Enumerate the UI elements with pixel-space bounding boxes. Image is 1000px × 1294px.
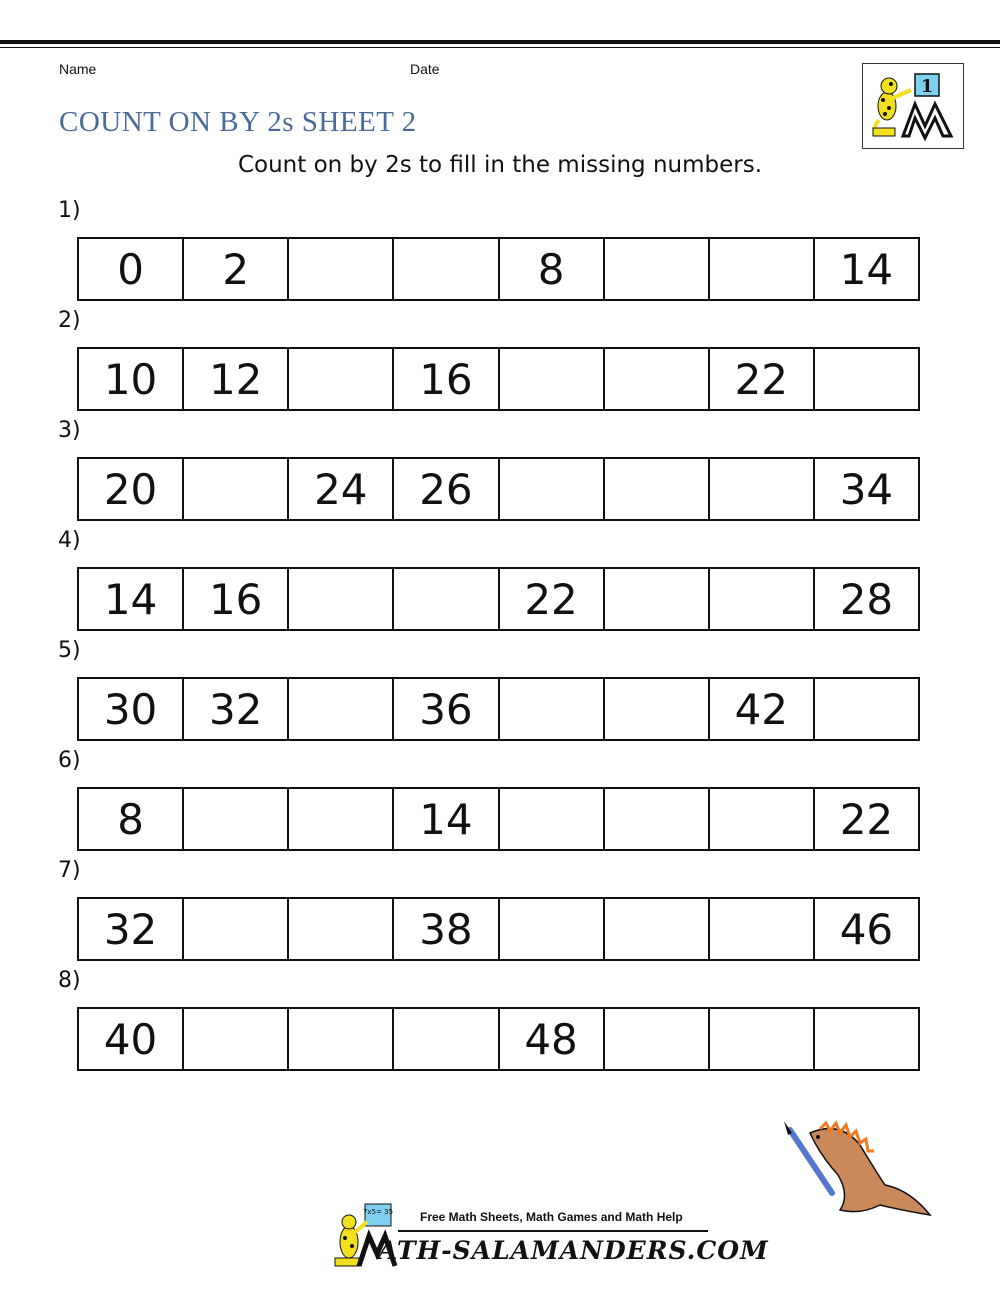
number-cell: 8 <box>500 239 605 299</box>
instructions: Count on by 2s to fill in the missing numbers. <box>237 152 763 178</box>
footer-tagline: Free Math Sheets, Math Games and Math Help <box>420 1210 683 1224</box>
number-cell: 32 <box>184 679 289 739</box>
blank-answer-cell[interactable] <box>289 789 394 849</box>
number-cell: 32 <box>79 899 184 959</box>
blank-answer-cell[interactable] <box>500 789 605 849</box>
blank-answer-cell[interactable] <box>184 1009 289 1069</box>
blank-answer-cell[interactable] <box>710 1009 815 1069</box>
number-row <box>77 347 920 411</box>
blank-answer-cell[interactable] <box>289 239 394 299</box>
date-label: Date <box>410 61 440 77</box>
blank-answer-cell[interactable] <box>184 899 289 959</box>
number-cell: 48 <box>500 1009 605 1069</box>
blank-answer-cell[interactable] <box>184 459 289 519</box>
problem-number: 8) <box>58 968 81 993</box>
number-cell: 22 <box>839 794 894 844</box>
logo <box>862 63 964 149</box>
number-cell: 0 <box>79 239 184 299</box>
number-cell: 20 <box>79 459 184 519</box>
problem-number: 4) <box>58 528 81 553</box>
number-cell: 26 <box>394 459 499 519</box>
number-row <box>77 567 920 631</box>
blank-answer-cell[interactable] <box>289 349 394 409</box>
problem-number: 1) <box>58 198 81 223</box>
number-cell: 22 <box>500 569 605 629</box>
blank-answer-cell[interactable] <box>394 569 499 629</box>
number-cell: 36 <box>394 679 499 739</box>
number-cell: 14 <box>79 569 184 629</box>
blank-answer-cell[interactable] <box>605 1009 710 1069</box>
problem-number: 2) <box>58 308 81 333</box>
footer-badge-text: 7x5= 35 <box>362 1208 394 1216</box>
number-row <box>77 237 920 301</box>
number-cell: 14 <box>839 244 894 294</box>
number-cell: 38 <box>394 899 499 959</box>
worksheet-title: COUNT ON BY 2s SHEET 2 <box>59 106 417 138</box>
number-row <box>77 787 920 851</box>
blank-answer-cell[interactable] <box>605 239 710 299</box>
problem-number: 7) <box>58 858 81 883</box>
blank-answer-cell[interactable] <box>605 899 710 959</box>
number-cell: 40 <box>79 1009 184 1069</box>
blank-answer-cell[interactable] <box>605 459 710 519</box>
blank-answer-cell[interactable] <box>710 459 815 519</box>
number-cell: 28 <box>839 574 894 624</box>
number-cell: 16 <box>184 569 289 629</box>
problem-number: 6) <box>58 748 81 773</box>
top-rule-thin <box>0 47 1000 48</box>
number-cell: 22 <box>710 349 815 409</box>
footer-rule <box>398 1230 708 1232</box>
blank-answer-cell[interactable] <box>500 349 605 409</box>
number-row <box>77 897 920 961</box>
number-cell: 2 <box>184 239 289 299</box>
problem-number: 5) <box>58 638 81 663</box>
blank-answer-cell[interactable] <box>500 459 605 519</box>
salamander-pencil-icon <box>780 1115 935 1230</box>
number-cell: 42 <box>710 679 815 739</box>
number-cell: 14 <box>394 789 499 849</box>
number-cell: 16 <box>394 349 499 409</box>
logo-badge-text: 1 <box>920 76 934 97</box>
blank-answer-cell[interactable] <box>184 789 289 849</box>
blank-answer-cell[interactable] <box>605 349 710 409</box>
blank-answer-cell[interactable] <box>394 239 499 299</box>
footer-site-name: ATH-SALAMANDERS.COM <box>378 1236 769 1265</box>
blank-answer-cell[interactable] <box>605 789 710 849</box>
blank-answer-cell[interactable] <box>289 899 394 959</box>
number-cell: 10 <box>79 349 184 409</box>
number-cell: 8 <box>79 789 184 849</box>
blank-answer-cell[interactable] <box>605 679 710 739</box>
blank-answer-cell[interactable] <box>289 679 394 739</box>
blank-answer-cell[interactable] <box>500 899 605 959</box>
number-row <box>77 677 920 741</box>
problem-number: 3) <box>58 418 81 443</box>
blank-answer-cell[interactable] <box>815 679 918 739</box>
blank-answer-cell[interactable] <box>815 349 918 409</box>
number-row <box>77 457 920 521</box>
salamander-logo-icon <box>863 64 963 148</box>
blank-answer-cell[interactable] <box>605 569 710 629</box>
blank-answer-cell[interactable] <box>815 1009 918 1069</box>
blank-answer-cell[interactable] <box>710 569 815 629</box>
blank-answer-cell[interactable] <box>289 569 394 629</box>
blank-answer-cell[interactable] <box>394 1009 499 1069</box>
name-label: Name <box>59 61 97 77</box>
top-rule <box>0 40 1000 44</box>
number-cell: 30 <box>79 679 184 739</box>
blank-answer-cell[interactable] <box>289 1009 394 1069</box>
number-cell: 12 <box>184 349 289 409</box>
blank-answer-cell[interactable] <box>500 679 605 739</box>
number-row <box>77 1007 920 1071</box>
number-cell: 34 <box>839 464 894 514</box>
blank-answer-cell[interactable] <box>710 789 815 849</box>
number-cell: 46 <box>839 904 894 954</box>
blank-answer-cell[interactable] <box>710 899 815 959</box>
blank-answer-cell[interactable] <box>710 239 815 299</box>
number-cell: 24 <box>289 459 394 519</box>
